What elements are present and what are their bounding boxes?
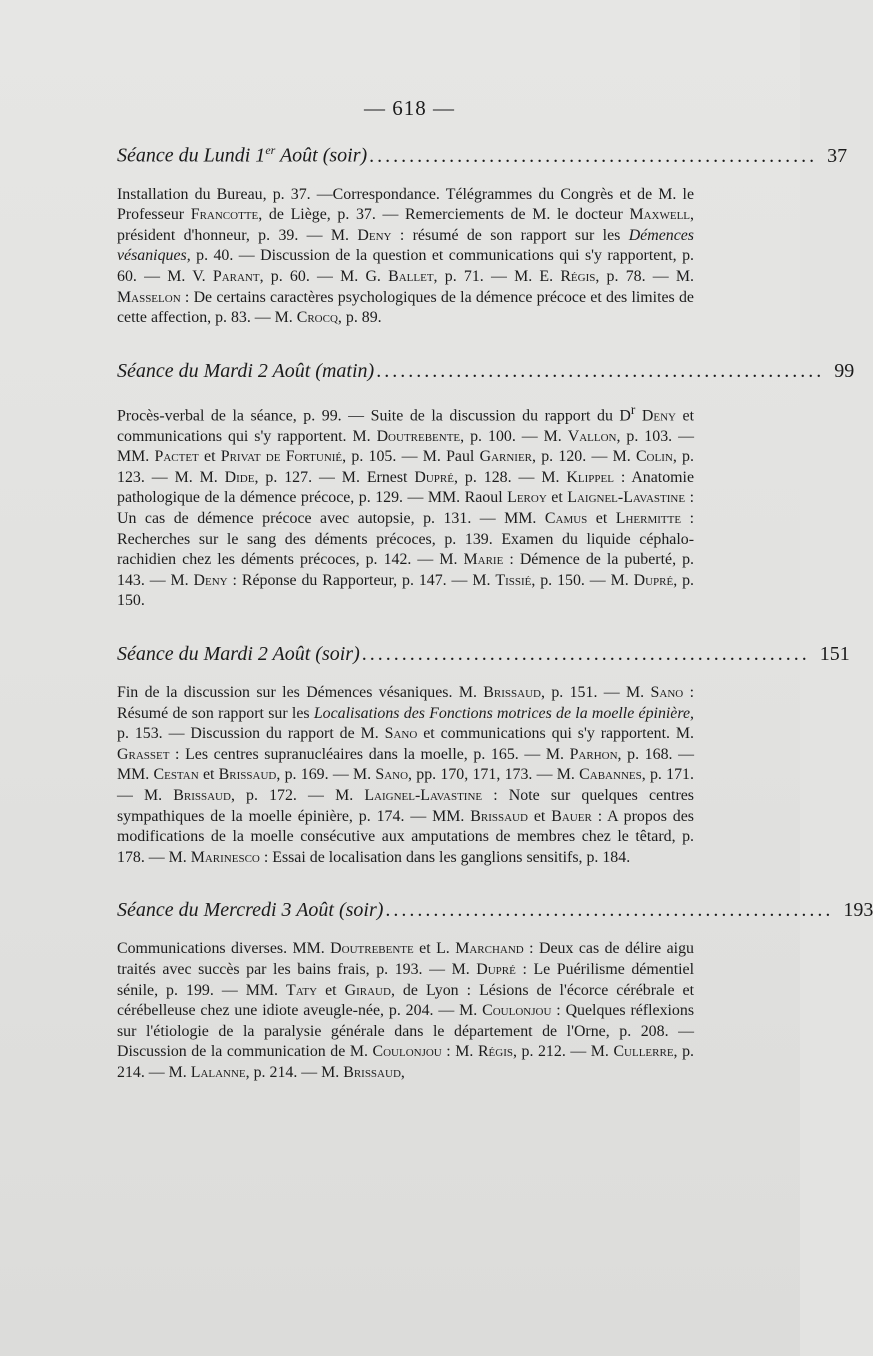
author-name: Parant <box>212 268 260 286</box>
session-section <box>117 359 855 612</box>
author-name: Giraud <box>344 981 391 999</box>
author-name: Tissié <box>495 571 532 589</box>
author-name: Doutrebente <box>376 427 461 445</box>
author-name: Brissaud <box>470 807 528 825</box>
author-name: Maxwell <box>629 206 691 224</box>
author-name: Vallon <box>567 427 617 445</box>
author-name: Dupré <box>476 960 516 978</box>
session-page-ref: 99 <box>834 359 855 382</box>
author-name: Coulonjou <box>372 1043 442 1061</box>
work-title: Démences vésaniques <box>117 226 694 265</box>
leader-dots: ........................................................ <box>385 899 834 922</box>
session-title: Séance du Mardi 2 Août (matin) <box>117 359 375 382</box>
author-name: Brissaud <box>483 684 541 702</box>
author-name: Coulonjou <box>482 1002 552 1020</box>
session-summary: Procès-verbal de la séance, p. 99. — Suite de la discussion du rapport du $D^r$ Deny et communications qui s'y rapportent. M. Doutrebente, p. 100. — M. Vallon, p. 103. — MM. Pactet et Privat de Fortunié, p. 105. — M. Paul Garnier, p. 120. — M. Colin, p. 123. — M. M. Dide, p. 127. — M. Ernest Dupré, p. 128. — M. Klippel : Anatomie pathologique de la démence précoce, p. 129. — MM. Raoul Leroy et Laignel-Lavastine : Un cas de démence précoce avec autopsie, p. 131. — MM. Camus et Lhermitte : Recherches sur le sang des déments précoces, p. 139. Examen du liquide céphalo-rachidien chez les déments précoces, p. 142. — M. Marie : Démence de la puberté, p. 143. — M. Deny : Réponse du Rapporteur, p. 147. — M. Tissié, p. 150. — M. Dupré, p. 150. <box>117 401 694 610</box>
author-name: Klippel <box>566 468 614 486</box>
author-name: Marinesco <box>190 848 260 866</box>
author-name: Leroy <box>507 489 547 507</box>
author-name: Cullerre <box>613 1043 674 1061</box>
session-summary: Communications diverses. MM. Doutrebente et L. Marchand : Deux cas de délire aigu traités avec succès par les bains frais, p. 193. — M. Dupré : Le Puérilisme démentiel sénile, p. 199. — MM. Taty et Giraud, de Lyon : Lésions de l'écorce cérébrale et cérébelleuse chez une idiote aveugle-née, p. 204. — M. Coulonjou : Quelques réflexions sur l'étiologie de la paralysie générale dans le département de l'Orne, p. 208. — Discussion de la communication de M. Coulonjou : M. Régis, p. 212. — M. Cullerre, p. 214. — M. Lalanne, p. 214. — M. Brissaud, <box>117 940 695 1081</box>
author-name: Brissaud <box>173 787 231 805</box>
author-name: Crocq <box>296 309 338 327</box>
author-name: Parhon <box>569 745 618 763</box>
author-name: Cabannes <box>579 766 642 784</box>
author-name: Masselon <box>117 288 181 306</box>
author-name: Garnier <box>479 448 533 466</box>
leader-dots: ........................................................ <box>376 359 825 382</box>
author-name: Cestan <box>153 766 199 784</box>
author-name: Sano <box>375 766 409 784</box>
session-title: Séance du Mercredi 3 Août (soir) <box>117 899 384 922</box>
session-heading <box>117 899 873 922</box>
session-page-ref: 151 <box>819 643 850 666</box>
author-name: Dide <box>224 468 255 486</box>
leader-dots: ........................................................ <box>361 643 810 666</box>
author-name: Doutrebente <box>330 940 414 958</box>
session-heading <box>117 143 848 168</box>
session-title: Séance du Lundi 1er Août (soir) <box>117 143 368 167</box>
author-name: Ballet <box>388 268 434 286</box>
author-name: Taty <box>286 981 318 999</box>
author-name: Marchand <box>455 940 524 958</box>
author-name: Deny <box>357 226 392 244</box>
author-name: Lalanne <box>190 1063 246 1081</box>
author-name: Colin <box>635 448 673 466</box>
session-heading <box>117 359 855 383</box>
work-title: Localisations des Fonctions motrices de la moelle épinière <box>313 704 691 722</box>
author-name: Brissaud <box>218 766 277 784</box>
session-title: Séance du Mardi 2 Août (soir) <box>117 643 360 666</box>
author-name: Laignel-Lavastine <box>567 489 686 507</box>
author-name: Sano <box>650 684 684 702</box>
session-summary: Installation du Bureau, p. 37. —Correspondance. Télégrammes du Congrès et de M. le Professeur Francotte, de Liège, p. 37. — Remerciements de M. le docteur Maxwell, président d'honneur, p. 39. — M. Deny : résumé de son rapport sur les Démences vésaniques, p. 40. — Discussion de la question et communications qui s'y rapportent, p. 60. — M. V. Parant, p. 60. — M. G. Ballet, p. 71. — M. E. Régis, p. 78. — M. Masselon : De certains caractères psychologiques de la démence précoce et des limites de cette affection, p. 83. — M. Crocq, p. 89. <box>117 185 694 327</box>
author-name: Deny <box>641 407 676 425</box>
session-summary: Fin de la discussion sur les Démences vésaniques. M. Brissaud, p. 151. — M. Sano : Résumé de son rapport sur les Localisations des Fonctions motrices de la moelle épinière, p. 153. — Discussion du rapport de M. Sano et communications qui s'y rapportent. M. Grasset : Les centres supranucléaires dans la moelle, p. 165. — M. Parhon, p. 168. — MM. Cestan et Brissaud, p. 169. — M. Sano, pp. 170, 171, 173. — M. Cabannes, p. 171. — M. Brissaud, p. 172. — M. Laignel-Lavastine : Note sur quelques centres sympathiques de la moelle épinière, p. 174. — MM. Brissaud et Bauer : A propos des modifications de la moelle consécutive aux amputations de membres chez le têtard, p. 178. — M. Marinesco : Essai de localisation dans les ganglions sensitifs, p. 184. <box>117 684 695 866</box>
session-heading <box>117 643 850 666</box>
session-section <box>117 899 873 1083</box>
author-name: Deny <box>193 571 228 589</box>
author-name: Laignel-Lavastine <box>364 787 483 805</box>
author-name: Marie <box>463 551 504 569</box>
page-number: — 618 — <box>364 96 455 120</box>
author-name: Dupré <box>633 571 674 589</box>
author-name: Sano <box>384 725 418 743</box>
leader-dots: ........................................................ <box>369 144 818 167</box>
author-name: Pactet <box>154 448 199 466</box>
session-section <box>117 143 848 329</box>
ordinal-superscript: er <box>265 143 276 157</box>
author-name: Brissaud <box>343 1063 401 1081</box>
author-name: Bauer <box>551 807 592 825</box>
author-name: Camus <box>544 510 588 528</box>
author-name: Privat de Fortunié <box>220 448 343 466</box>
session-page-ref: 193 <box>843 899 873 922</box>
author-name: Dupré <box>414 468 454 486</box>
author-name: Francotte <box>190 206 259 224</box>
session-page-ref: 37 <box>827 144 848 167</box>
session-section <box>117 643 850 868</box>
author-name: Régis <box>560 268 596 286</box>
author-name: Grasset <box>117 745 170 763</box>
author-name: Régis <box>477 1043 513 1061</box>
author-name: Lhermitte <box>615 510 682 528</box>
